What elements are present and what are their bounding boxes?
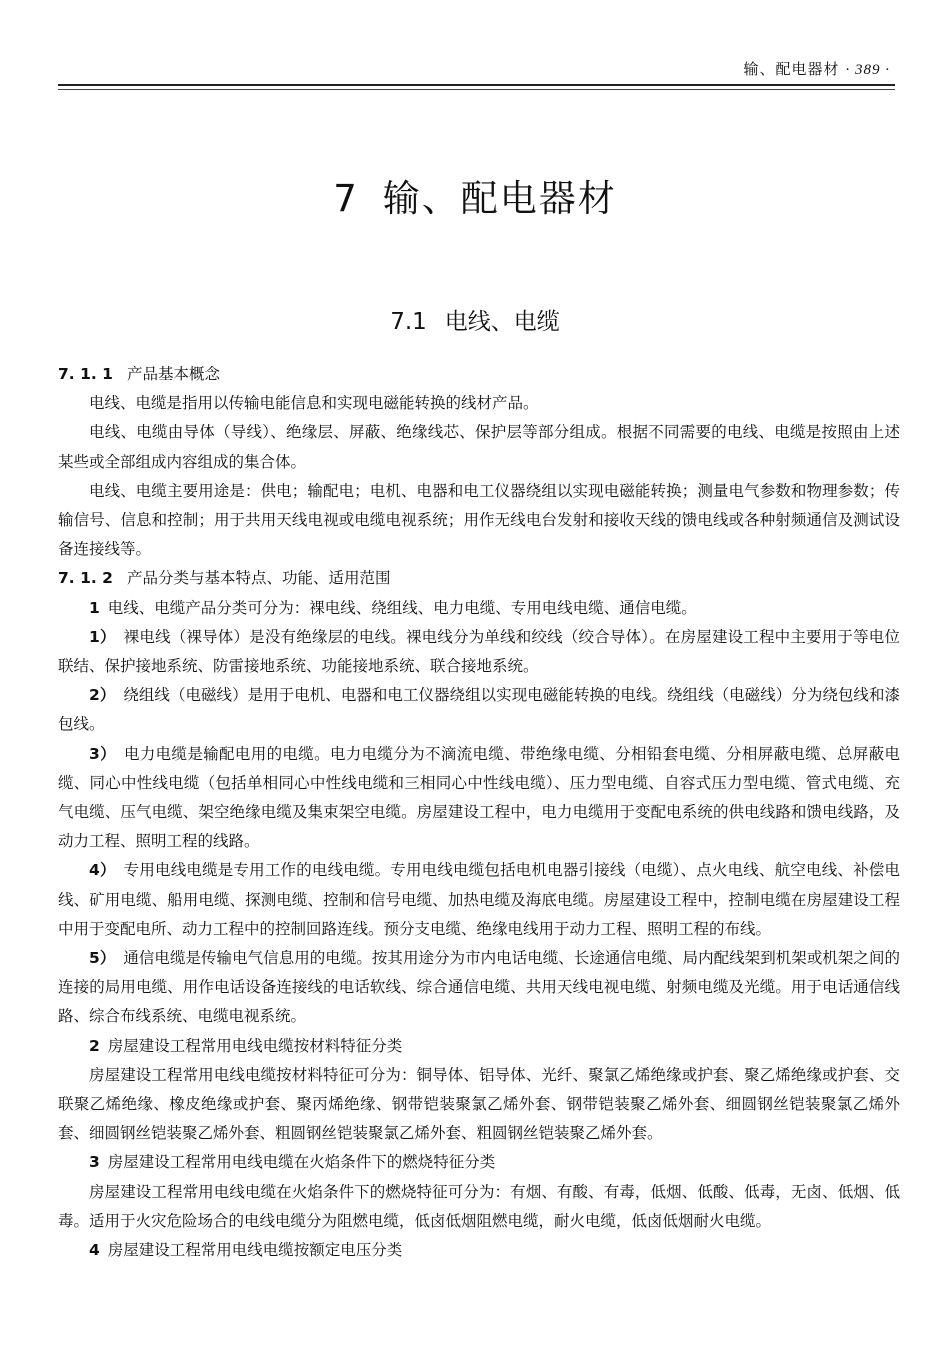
paragraph: 房屋建设工程常用电线电缆按材料特征可分为：铜导体、铝导体、光纤、聚氯乙烯绝缘或护套、聚乙烯绝缘或护套、交联聚乙烯绝缘、橡皮绝缘或护套、聚丙烯绝缘、钢带铠装聚氯乙烯外套、钢带铠装聚乙烯外套、细圆钢丝铠装聚氯乙烯外套、细圆钢丝铠装聚乙烯外套、粗圆钢丝铠装聚氯乙烯外套、粗圆钢丝铠装聚乙烯外套。 (58, 1065, 900, 1143)
paragraph: 电线、电缆主要用途是：供电；输配电；电机、电器和电工仪器绕组以实现电磁能转换；测量电气参数和物理参数；传输信号、信息和控制；用于共用天线电视或电缆电视系统；用作无线电台发射和接收天线的馈电线或各种射频通信及测试设备连接线等。 (58, 481, 900, 559)
item-number: 1 (89, 598, 100, 617)
body-text (58, 360, 900, 1265)
paragraph: 房屋建设工程常用电线电缆在火焰条件下的燃烧特征可分为：有烟、有酸、有毒，低烟、低酸、低毒，无卤、低烟、低毒。适用于火灾危险场合的电线电缆分为阻燃电缆，低卤低烟阻燃电缆，耐火电缆，低卤低烟耐火电缆。 (58, 1182, 900, 1230)
item-text: 房屋建设工程常用电线电缆在火焰条件下的燃烧特征分类 (107, 1153, 496, 1172)
item-number: 4） (89, 861, 116, 880)
subsection-number: 7. 1. 2 (58, 569, 113, 588)
item-text: 裸电线（裸导体）是没有绝缘层的电线。裸电线分为单线和绞线（绞合导体）。在房屋建设工程中主要用于等电位联结、保护接地系统、防雷接地系统、功能接地系统、联合接地系统。 (58, 627, 900, 676)
item-text: 房屋建设工程常用电线电缆按材料特征分类 (107, 1036, 403, 1055)
chapter-title (0, 168, 950, 222)
item-number: 2） (89, 686, 116, 705)
header-rule-thin (58, 89, 895, 90)
chapter-number: 7 (333, 177, 359, 220)
item-number: 3） (89, 744, 116, 763)
item-number: 5） (89, 949, 116, 968)
subsection-heading-711 (58, 360, 900, 389)
header-title: 输、配电器材 (743, 60, 840, 78)
item-text: 专用电线电缆是专用工作的电线电缆。专用电线电缆包括电机电器引接线（电缆）、点火电线、航空电线、补偿电线、矿用电缆、船用电缆、探测电缆、控制和信号电缆、加热电缆及海底电缆。房屋建设工程中，控制电缆在房屋建设工程中用于变配电所、动力工程中的控制回路连线。预分支电缆、绝缘电线用于动力工程、照明工程的布线。 (58, 861, 900, 938)
list-item (58, 856, 900, 944)
item-text: 电线、电缆产品分类可分为：裸电线、绕组线、电力电缆、专用电线电缆、通信电缆。 (107, 598, 697, 617)
item-number: 3 (89, 1153, 100, 1172)
item-text: 电力电缆是输配电用的电缆。电力电缆分为不滴流电缆、带绝缘电缆、分相铅套电缆、分相屏蔽电缆、总屏蔽电缆、同心中性线电缆（包括单相同心中性线电缆和三相同心中性线电缆）、压力型电缆、自容式压力型电缆、管式电缆、充气电缆、压气电缆、架空绝缘电缆及集束架空电缆。房屋建设工程中，电力电缆用于变配电系统的供电线路和馈电线路，及动力工程、照明工程的线路。 (58, 744, 900, 851)
item-number: 2 (89, 1036, 100, 1055)
subsection-title: 产品基本概念 (126, 365, 220, 383)
section-title (0, 303, 950, 336)
list-item (58, 1032, 900, 1061)
item-number: 1） (89, 627, 116, 646)
list-item (58, 1236, 900, 1265)
item-text: 通信电缆是传输电气信息用的电缆。按其用途分为市内电话电缆、长途通信电缆、局内配线架到机架或机架之间的连接的局用电缆、用作电话设备连接线的电话软线、综合通信电缆、共用天线电视电缆、射频电缆及光缆。用于电话通信线路、综合布线系统、电缆电视系统。 (58, 949, 900, 1026)
section-name: 电线、电缆 (444, 309, 560, 335)
item-text: 绕组线（电磁线）是用于电机、电器和电工仪器绕组以实现电磁能转换的电线。绕组线（电磁线）分为绕包线和漆包线。 (58, 686, 900, 734)
list-item (58, 740, 900, 857)
item-number: 4 (89, 1241, 100, 1260)
section-number: 7.1 (390, 309, 427, 335)
subsection-number: 7. 1. 1 (58, 365, 113, 383)
list-item (58, 1148, 900, 1177)
list-item (58, 623, 900, 681)
running-header (743, 58, 890, 79)
subsection-title: 产品分类与基本特点、功能、适用范围 (126, 569, 391, 588)
header-rule-thick (58, 84, 895, 86)
page-number: · 389 · (845, 62, 890, 78)
paragraph: 电线、电缆是指用以传输电能信息和实现电磁能转换的线材产品。 (89, 394, 539, 413)
subsection-heading-712 (58, 564, 900, 593)
list-item (58, 594, 900, 623)
item-text: 房屋建设工程常用电线电缆按额定电压分类 (107, 1241, 403, 1260)
list-item (58, 944, 900, 1032)
chapter-name: 输、配电器材 (382, 177, 617, 220)
list-item (58, 681, 900, 739)
paragraph: 电线、电缆由导体（导线）、绝缘层、屏蔽、绝缘线芯、保护层等部分组成。根据不同需要的电线、电缆是按照由上述某些或全部组成内容组成的集合体。 (58, 423, 900, 471)
